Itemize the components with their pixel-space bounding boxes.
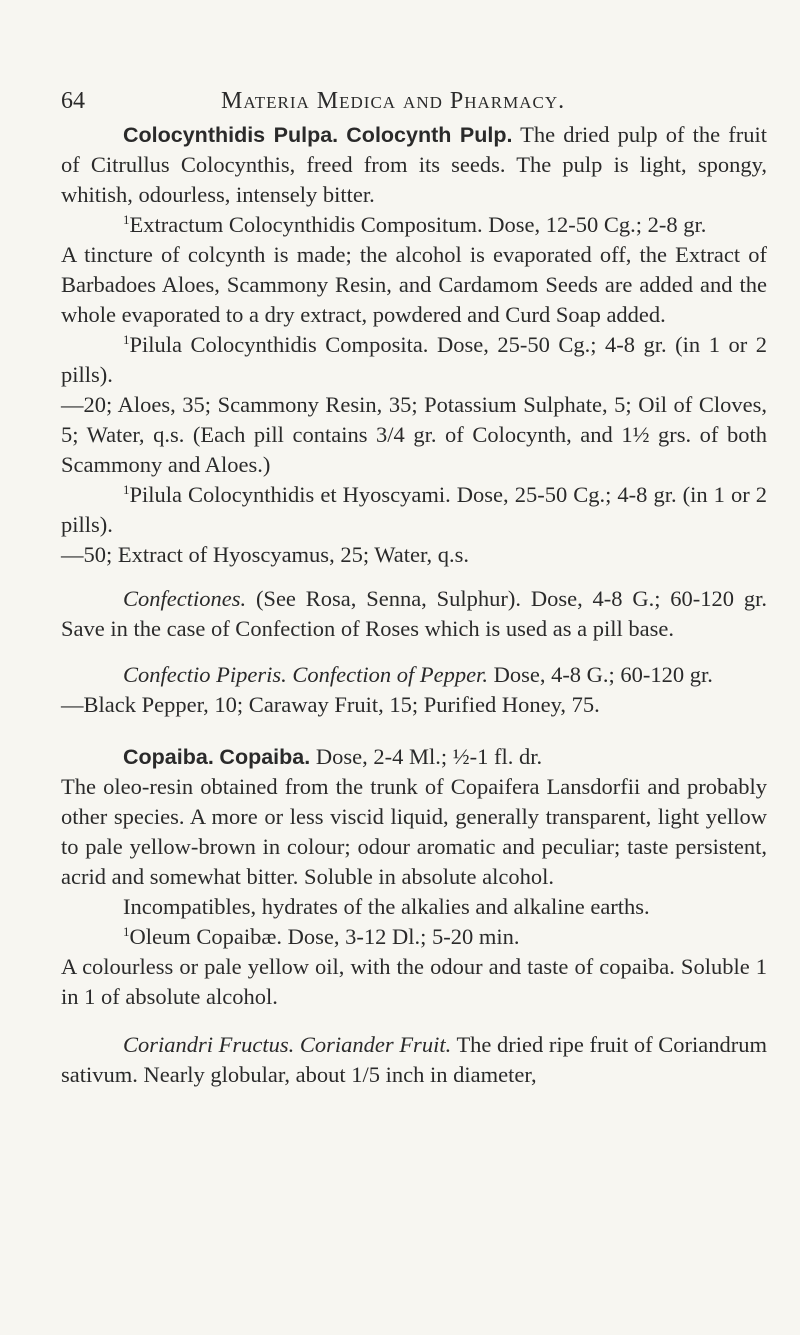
confectio-piperis-latin: Confectio Piperis. (123, 662, 287, 687)
extract-heading (61, 210, 767, 240)
copaiba-incompatibles: Incompatibles, hydrates of the alkalies and alkaline earths. (123, 894, 650, 919)
confectio-piperis-english: Confection of Pepper. (292, 662, 488, 687)
oleum-description: A colourless or pale yellow oil, with the odour and taste of copaiba. Soluble 1 in 1 of absolute alcohol. (61, 954, 767, 1009)
coriandri-latin-title: Coriandri Fructus. (123, 1032, 295, 1057)
official-mark: 1 (123, 212, 130, 227)
copaiba-description: The oleo-resin obtained from the trunk of Copaifera Lansdorfii and probably other species. A more or less viscid liquid, generally transparent, light yellow to pale yellow-brown in colour; odour aromatic and peculiar; taste persistent, acrid and somewhat bitter. Soluble in absolute alcohol. (61, 774, 767, 889)
coriandri-description: The dried ripe fruit of Coriandrum sativum. Nearly globular, about 1/5 inch in diameter, (61, 1032, 768, 1087)
coriandri-english-title: Coriander Fruit. (299, 1032, 452, 1057)
extract-dose: Extractum Colocynthidis Compositum. Dose, 12-50 Cg.; 2-8 gr. (129, 212, 707, 237)
colocynth-entry (61, 120, 767, 210)
oleum-heading (61, 922, 767, 952)
confectiones-entry (61, 584, 767, 644)
confectio-piperis-description: —Black Pepper, 10; Caraway Fruit, 15; Purified Honey, 75. (61, 692, 600, 717)
colocynth-english-title: Colocynth Pulp. (346, 123, 513, 147)
confectiones-text: (See Rosa, Senna, Sulphur). Dose, 4-8 G.; 60-120 gr. Save in the case of Confection of Roses which is used as a pill base. (61, 586, 767, 641)
pilula-dose: Pilula Colocynthidis Composita. Dose, 25-50 Cg.; 4-8 gr. (in 1 or 2 pills). (61, 332, 767, 387)
confectio-piperis-entry (61, 660, 767, 690)
confectiones-title: Confectiones. (123, 586, 247, 611)
page-header (61, 86, 760, 116)
copaiba-dose: Dose, 2-4 Ml.; ½-1 fl. dr. (315, 744, 543, 769)
hyoscyami-heading (61, 480, 767, 540)
copaiba-entry (61, 742, 767, 772)
page-number: 64 (61, 88, 85, 114)
official-mark: 1 (123, 924, 130, 939)
coriandri-entry (61, 1030, 767, 1090)
page-body (61, 120, 767, 1090)
extract-description: A tincture of colcynth is made; the alcohol is evaporated off, the Extract of Barbadoes Aloes, Scammony Resin, and Cardamom Seeds are added and the whole evaporated to a dry extract, powdered and Curd Soap added. (61, 242, 767, 327)
official-mark: 1 (123, 332, 130, 347)
pilula-description: —20; Aloes, 35; Scammony Resin, 35; Potassium Sulphate, 5; Oil of Cloves, 5; Water, q.s. (Each pill contains 3/4 gr. of Colocynth, and 1½ grs. of both Scammony and Aloes.) (61, 392, 767, 477)
confectio-piperis-dose: Dose, 4-8 G.; 60-120 gr. (493, 662, 713, 687)
oleum-dose: Oleum Copaibæ. Dose, 3-12 Dl.; 5-20 min. (129, 924, 520, 949)
colocynth-description: The dried pulp of the fruit of Citrullus Colocynthis, freed from its seeds. The pulp is light, spongy, whitish, odourless, intensely bitter. (61, 122, 767, 207)
hyoscyami-dose: Pilula Colocynthidis et Hyoscyami. Dose, 25-50 Cg.; 4-8 gr. (in 1 or 2 pills). (61, 482, 767, 537)
colocynth-latin-title: Colocynthidis Pulpa. (123, 123, 339, 147)
pilula-heading (61, 330, 767, 390)
running-title: Materia Medica and Pharmacy. (221, 88, 566, 114)
copaiba-english-title: Copaiba. (219, 745, 311, 769)
official-mark: 1 (123, 482, 130, 497)
hyoscyami-description: —50; Extract of Hyoscyamus, 25; Water, q.s. (61, 542, 470, 567)
copaiba-latin-title: Copaiba. (123, 745, 214, 769)
